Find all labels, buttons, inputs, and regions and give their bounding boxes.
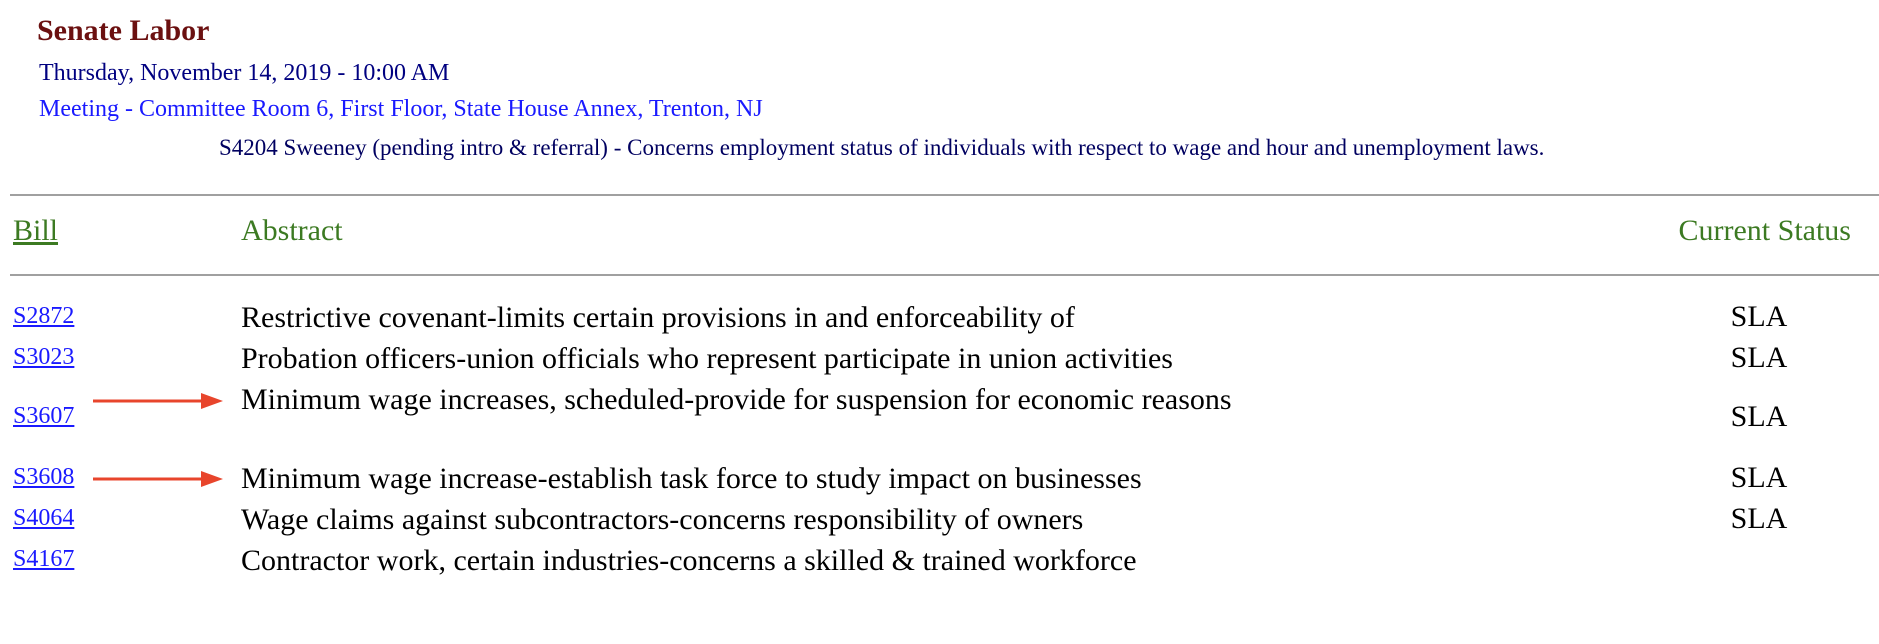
bill-abstract: Wage claims against subcontractors-concerns responsibility of owners bbox=[241, 503, 1084, 536]
bill-link[interactable]: S4064 bbox=[13, 505, 75, 531]
bill-link[interactable]: S2872 bbox=[13, 303, 75, 329]
header-bill-link[interactable]: Bill bbox=[13, 214, 59, 247]
bill-abstract: Minimum wage increases, scheduled-provide for suspension for economic reasons bbox=[241, 383, 1232, 416]
bill-abstract: Restrictive covenant-limits certain provisions in and enforceability of bbox=[241, 301, 1075, 334]
committee-title: Senate Labor bbox=[37, 14, 210, 47]
arrow-icon bbox=[93, 391, 223, 411]
bill-link[interactable]: S3607 bbox=[13, 403, 75, 429]
bill-link[interactable]: S4167 bbox=[13, 546, 75, 572]
bill-abstract: Minimum wage increase-establish task force to study impact on businesses bbox=[241, 462, 1142, 495]
arrow-icon bbox=[93, 469, 223, 489]
bill-status: SLA bbox=[1730, 341, 1788, 374]
bill-status: SLA bbox=[1730, 300, 1788, 333]
bill-status: SLA bbox=[1730, 400, 1788, 433]
header-abstract: Abstract bbox=[241, 214, 343, 247]
divider-top bbox=[10, 194, 1879, 196]
meeting-date: Thursday, November 14, 2019 - 10:00 AM bbox=[39, 60, 450, 86]
meeting-location-link[interactable]: Meeting - Committee Room 6, First Floor, State House Annex, Trenton, NJ bbox=[39, 96, 763, 122]
bill-status: SLA bbox=[1730, 461, 1788, 494]
bill-link[interactable]: S3608 bbox=[13, 464, 75, 490]
bill-abstract: Contractor work, certain industries-concerns a skilled & trained workforce bbox=[241, 544, 1137, 577]
divider-header bbox=[10, 274, 1879, 276]
header-current-status: Current Status bbox=[1678, 214, 1851, 247]
bill-status: SLA bbox=[1730, 502, 1788, 535]
bill-abstract: Probation officers-union officials who represent participate in union activities bbox=[241, 342, 1173, 375]
bill-link[interactable]: S3023 bbox=[13, 344, 75, 370]
pending-bill-note: S4204 Sweeney (pending intro & referral) - Concerns employment status of individuals with respect to wage and hour and unemployment laws. bbox=[219, 135, 1545, 160]
